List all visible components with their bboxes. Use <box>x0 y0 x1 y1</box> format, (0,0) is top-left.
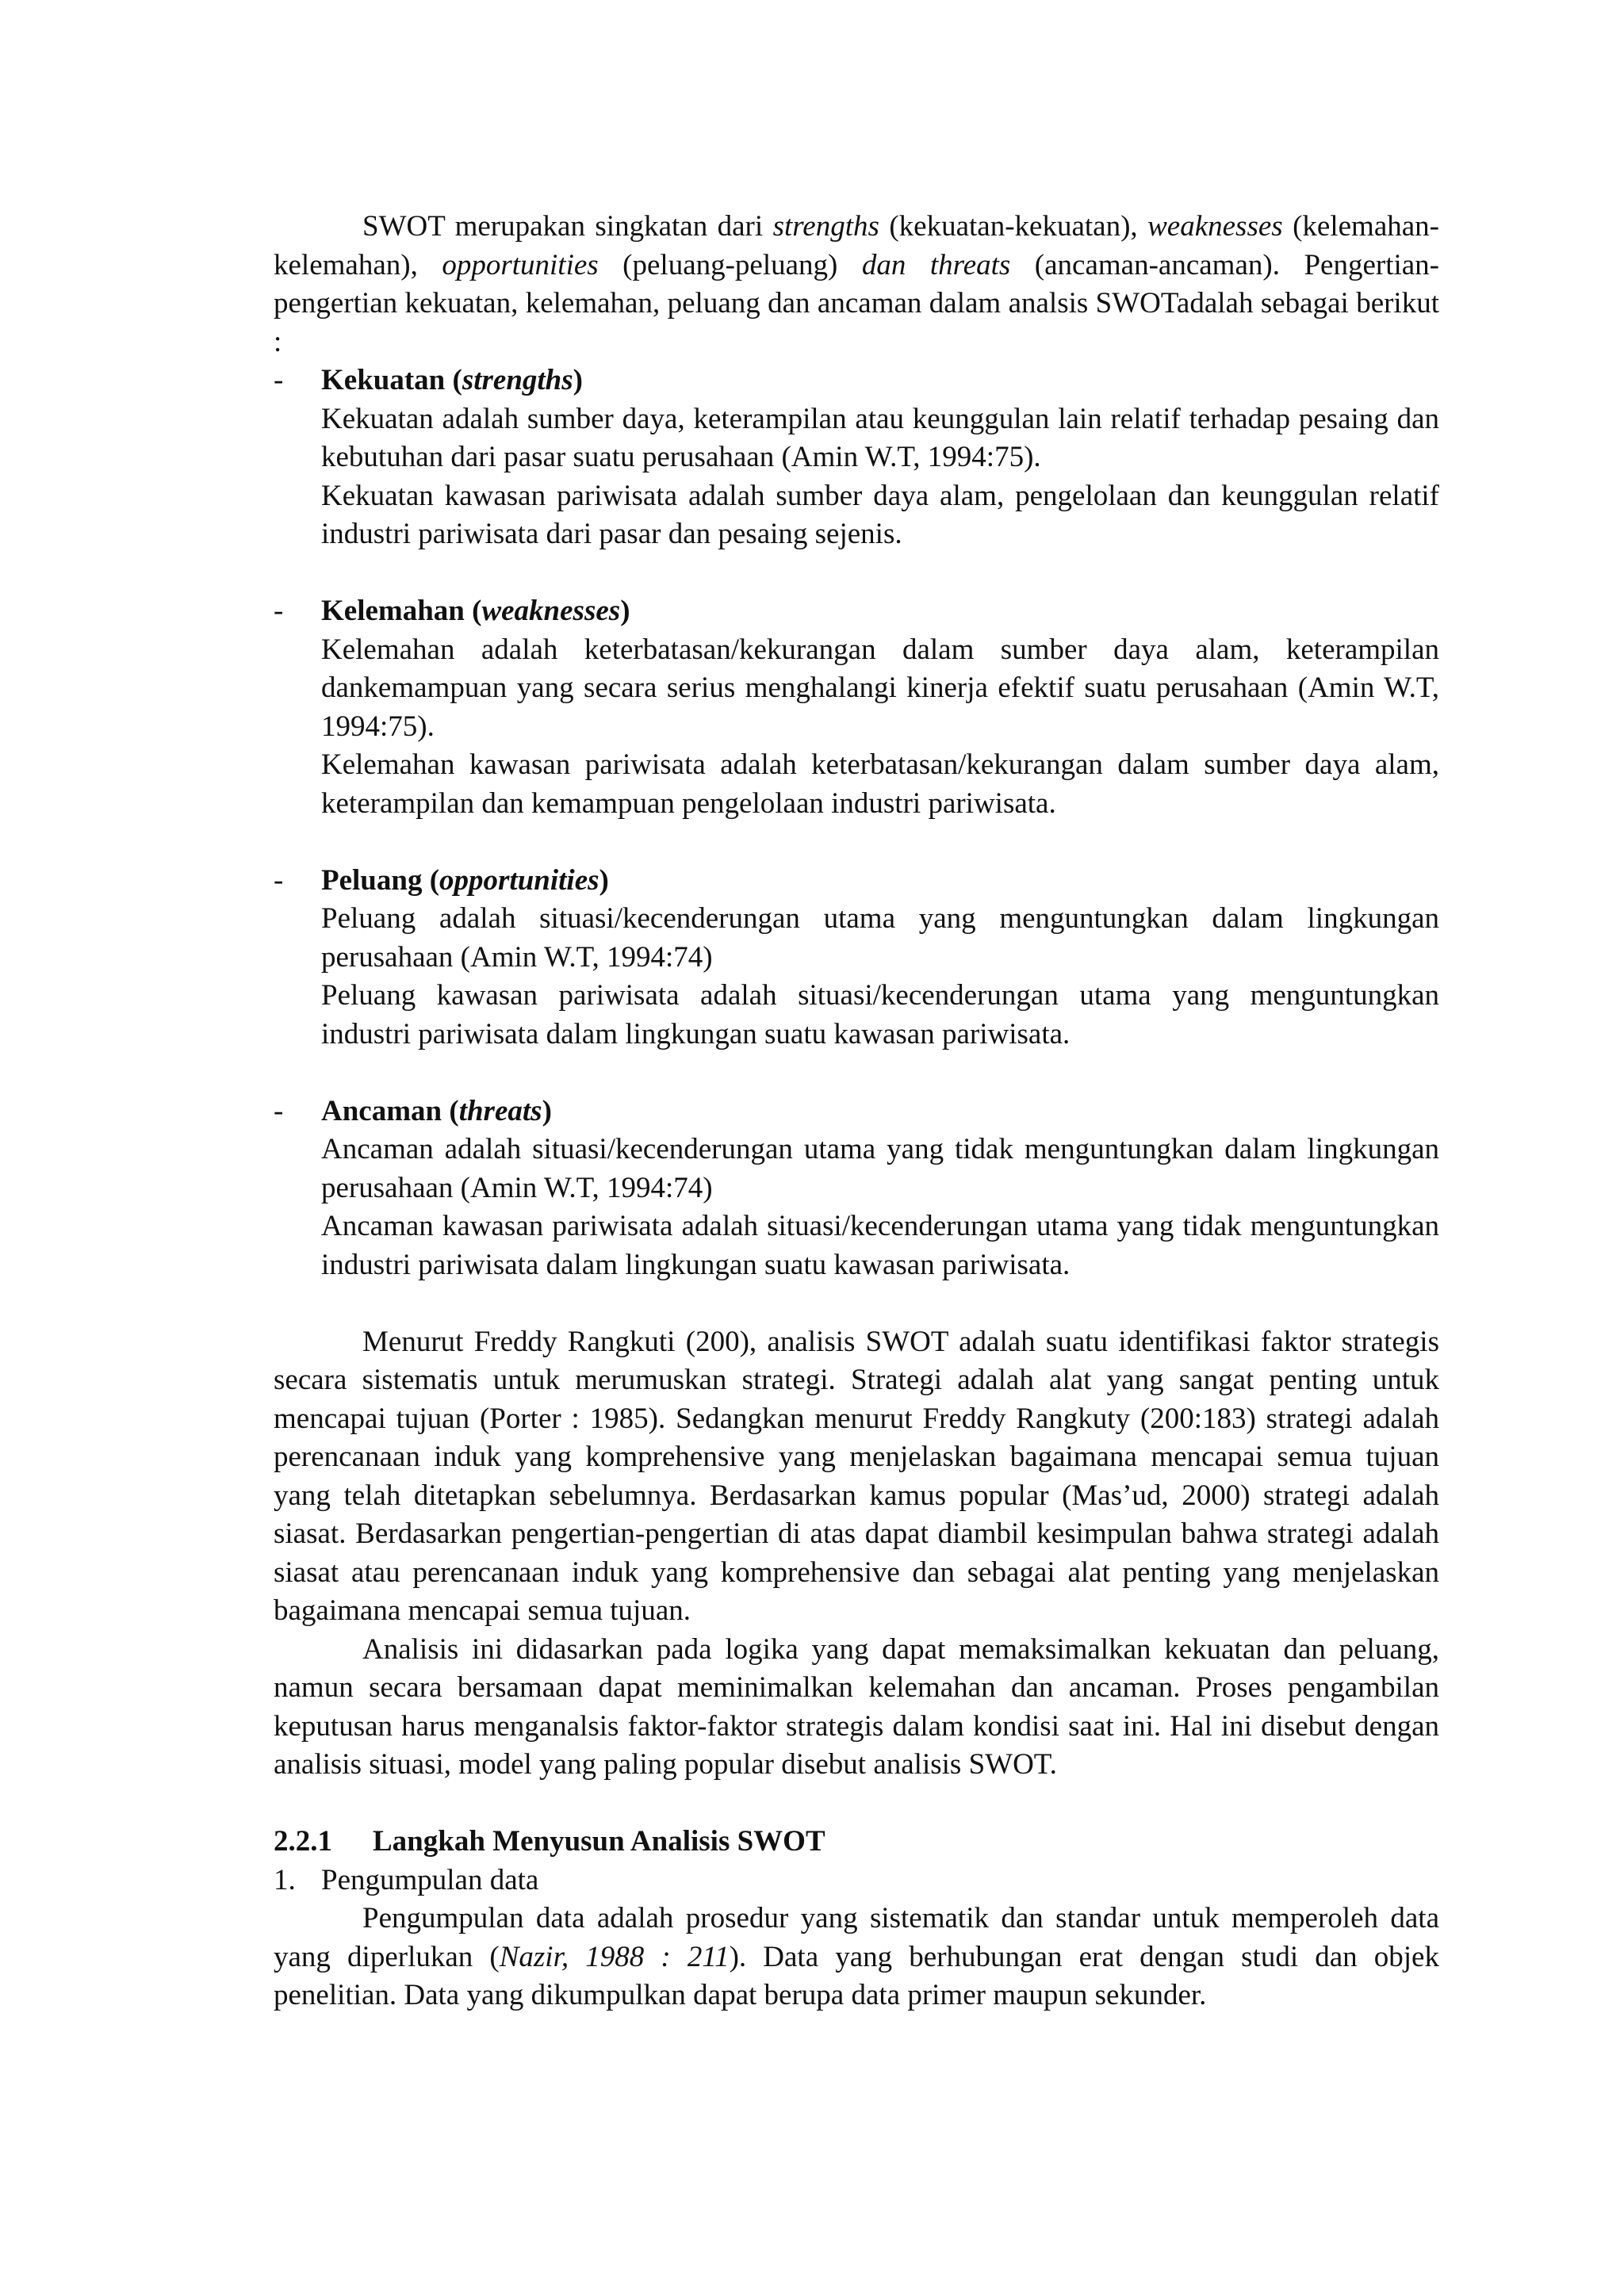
intro-text-5: (ancaman-ancaman). Pengertian-pengertian kekuatan, kelemahan, peluang dan ancaman dalam analsis SWOTadalah sebagai berikut : <box>274 248 1439 358</box>
citation-nazir: Nazir, 1988 : 211 <box>499 1940 730 1973</box>
term-weaknesses: weaknesses <box>1147 210 1283 243</box>
item-definition: Kekuatan adalah sumber daya, keterampilan atau keunggulan lain relatif terhadap pesaing dan kebutuhan dari pasar suatu perusahaan (Amin W.T, 1994:75). <box>321 402 1439 473</box>
term-threats: dan threats <box>861 248 1011 281</box>
bullet-dash: - <box>274 1094 284 1127</box>
bullet-dash: - <box>274 863 284 897</box>
item-tourism-definition: Ancaman kawasan pariwisata adalah situasi/kecenderungan utama yang tidak menguntungkan industri pariwisata dalam lingkungan suatu kawasan pariwisata. <box>321 1210 1439 1281</box>
intro-text-3: (kelemahan-kelemahan), <box>274 210 1439 281</box>
term-opportunities: opportunities <box>442 248 599 281</box>
intro-text-1: SWOT merupakan singkatan dari <box>362 210 773 243</box>
swot-item-strengths <box>274 362 1439 554</box>
bullet-dash: - <box>274 364 284 396</box>
item-tourism-definition: Kekuatan kawasan pariwisata adalah sumber daya alam, pengelolaan dan keunggulan relatif industri pariwisata dari pasar dan pesaing sejenis. <box>321 479 1439 550</box>
step-number: 1. <box>274 1863 296 1896</box>
item-heading: Ancaman (threats) <box>321 1094 552 1127</box>
swot-item-threats <box>274 1093 1439 1285</box>
intro-paragraph <box>274 208 1439 362</box>
swot-item-weaknesses <box>274 592 1439 823</box>
section-title: Langkah Menyusun Analisis SWOT <box>373 1825 825 1858</box>
item-tourism-definition: Peluang kawasan pariwisata adalah situasi/kecenderungan utama yang menguntungkan industri pariwisata dalam lingkungan suatu kawasan pariwisata. <box>321 979 1439 1050</box>
intro-text-4: (peluang-peluang) <box>598 248 862 281</box>
step-title: Pengumpulan data <box>321 1863 539 1896</box>
item-definition: Kelemahan adalah keterbatasan/kekurangan dalam sumber daya alam, keterampilan dankemampuan yang secara serius menghalangi kinerja efektif suatu perusahaan (Amin W.T, 1994:75). <box>321 633 1439 743</box>
bullet-dash: - <box>274 595 284 627</box>
intro-text-2: (kekuatan-kekuatan), <box>879 210 1148 243</box>
term-strengths: strengths <box>772 210 879 243</box>
item-heading: Kelemahan (weaknesses) <box>321 595 630 627</box>
item-definition: Ancaman adalah situasi/kecenderungan utama yang tidak menguntungkan dalam lingkungan perusahaan (Amin W.T, 1994:74) <box>321 1133 1439 1204</box>
item-definition: Peluang adalah situasi/kecenderungan utama yang menguntungkan dalam lingkungan perusahaan (Amin W.T, 1994:74) <box>321 902 1439 974</box>
item-tourism-definition: Kelemahan kawasan pariwisata adalah keterbatasan/kekurangan dalam sumber daya alam, keterampilan dan kemampuan pengelolaan industri pariwisata. <box>321 748 1439 820</box>
analysis-paragraph: Analisis ini didasarkan pada logika yang dapat memaksimalkan kekuatan dan peluang, namun secara bersamaan dapat meminimalkan kelemahan dan ancaman. Proses pengambilan keputusan harus menganalsis faktor-faktor strategis dalam kondisi saat ini. Hal ini disebut dengan analisis situasi, model yang paling popular disebut analisis SWOT. <box>274 1632 1439 1781</box>
swot-item-opportunities <box>274 862 1439 1054</box>
document-page <box>274 208 1439 2015</box>
step-heading <box>274 1862 1439 1900</box>
rangkuti-paragraph: Menurut Freddy Rangkuti (200), analisis SWOT adalah suatu identifikasi faktor strategis secara sistematis untuk merumuskan strategi. Strategi adalah alat yang sangat penting untuk mencapai tujuan (Porter : 1985). Sedangkan menurut Freddy Rangkuty (200:183) strategi adalah perencanaan induk yang komprehensive yang menjelaskan bagaimana mencapai semua tujuan yang telah ditetapkan sebelumnya. Berdasarkan kamus popular (Mas’ud, 2000) strategi adalah siasat. Berdasarkan pengertian-pengertian di atas dapat diambil kesimpulan bahwa strategi adalah siasat atau perencanaan induk yang komprehensive dan sebagai alat penting yang menjelaskan bagaimana mencapai semua tujuan. <box>274 1325 1439 1627</box>
item-heading: Kekuatan (strengths) <box>321 364 583 396</box>
item-heading: Peluang (opportunities) <box>321 863 609 897</box>
section-number: 2.2.1 <box>274 1825 332 1858</box>
data-collection-paragraph: Pengumpulan data adalah prosedur yang sistematik dan standar untuk memperoleh data yang diperlukan (Nazir, 1988 : 211). Data yang berhubungan erat dengan studi dan objek penelitian. Data yang dikumpulkan dapat berupa data primer maupun sekunder. <box>274 1902 1439 2011</box>
section-heading <box>274 1823 1439 1862</box>
